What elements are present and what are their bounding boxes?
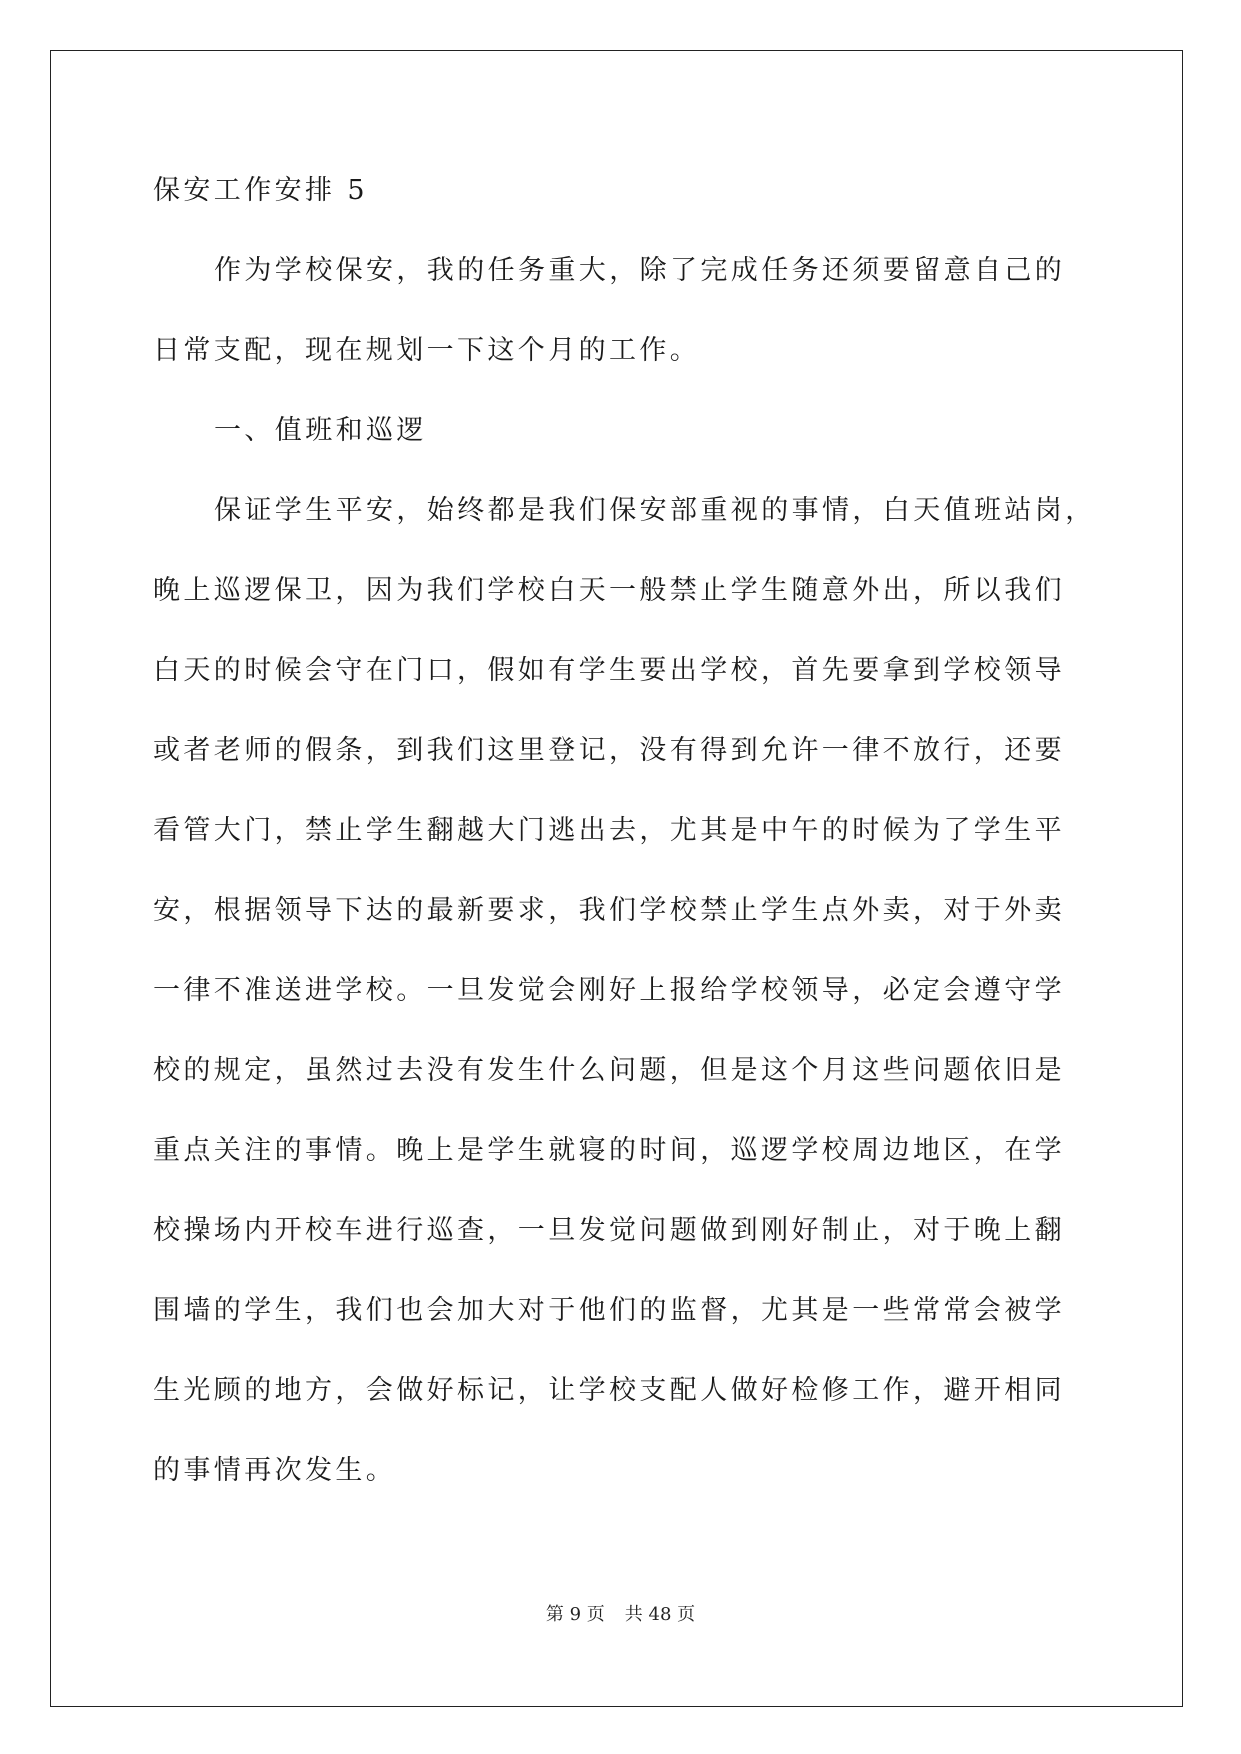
paragraph-line: 重点关注的事情。晚上是学生就寝的时间，巡逻学校周边地区，在学 xyxy=(153,1135,1065,1166)
section-heading: 一、值班和巡逻 xyxy=(214,415,427,446)
paragraph-line: 围墙的学生，我们也会加大对于他们的监督，尤其是一些常常会被学 xyxy=(153,1295,1065,1326)
page-number: 第 9 页 xyxy=(545,1604,605,1625)
paragraph-line: 安，根据领导下达的最新要求，我们学校禁止学生点外卖，对于外卖 xyxy=(153,895,1065,926)
page-total: 共 48 页 xyxy=(624,1604,696,1625)
paragraph-line: 或者老师的假条，到我们这里登记，没有得到允许一律不放行，还要 xyxy=(153,735,1065,766)
paragraph-line: 看管大门，禁止学生翻越大门逃出去，尤其是中午的时候为了学生平 xyxy=(153,815,1065,846)
document-title: 保安工作安排 5 xyxy=(153,175,368,206)
paragraph-line: 晚上巡逻保卫，因为我们学校白天一般禁止学生随意外出，所以我们 xyxy=(153,575,1065,606)
paragraph-line: 的事情再次发生。 xyxy=(153,1455,397,1486)
page-footer xyxy=(0,1600,1241,1626)
paragraph-line: 日常支配，现在规划一下这个月的工作。 xyxy=(153,335,701,366)
paragraph-line: 白天的时候会守在门口，假如有学生要出学校，首先要拿到学校领导 xyxy=(153,655,1065,686)
paragraph-line: 生光顾的地方，会做好标记，让学校支配人做好检修工作，避开相同 xyxy=(153,1375,1065,1406)
paragraph-line: 一律不准送进学校。一旦发觉会刚好上报给学校领导，必定会遵守学 xyxy=(153,975,1065,1006)
paragraph-line: 作为学校保安，我的任务重大，除了完成任务还须要留意自己的 xyxy=(214,255,1066,286)
paragraph-line: 保证学生平安，始终都是我们保安部重视的事情，白天值班站岗， xyxy=(214,495,1096,526)
paragraph-line: 校的规定，虽然过去没有发生什么问题，但是这个月这些问题依旧是 xyxy=(153,1055,1065,1086)
paragraph-line: 校操场内开校车进行巡查，一旦发觉问题做到刚好制止，对于晚上翻 xyxy=(153,1215,1065,1246)
